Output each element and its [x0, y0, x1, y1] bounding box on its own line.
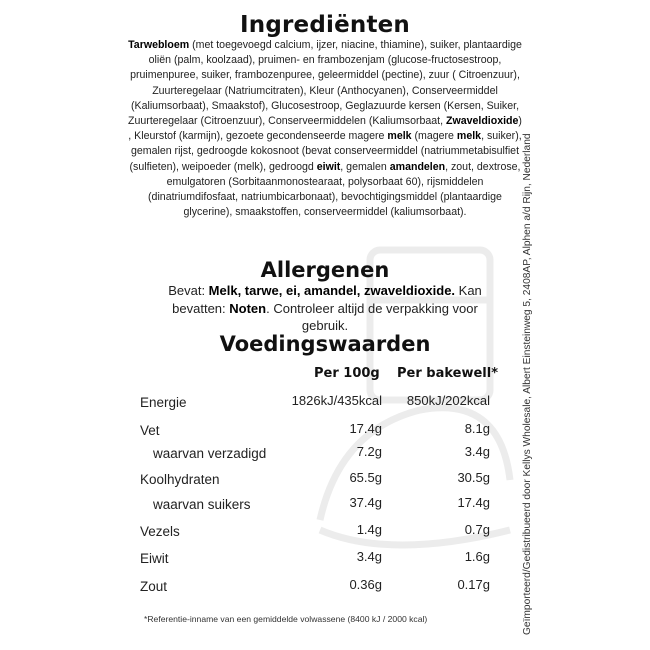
value-per-bakewell: 8.1g: [464, 421, 490, 436]
value-per-100g: 17.4g: [349, 421, 382, 436]
nutrition-heading: Voedingswaarden: [219, 332, 431, 356]
value-per-bakewell: 0.17g: [457, 577, 490, 592]
value-per-100g: 1.4g: [356, 522, 382, 537]
value-per-100g: 0.36g: [349, 577, 382, 592]
value-per-100g: 1826kJ/435kcal: [291, 393, 382, 408]
value-per-bakewell: 850kJ/202kcal: [406, 393, 490, 408]
column-header-per-bakewell: Per bakewell*: [397, 366, 499, 381]
nutrient-label: Zout: [140, 579, 168, 594]
nutrient-label: Koolhydraten: [140, 472, 220, 487]
ingredients-segment: ) , Kleurstof (karmijn), gezoete gecondenseerde magere: [128, 115, 522, 143]
nutrient-label: waarvan suikers: [153, 497, 251, 512]
ingredients-bold-segment: Tarwebloem: [128, 39, 190, 51]
ingredients-segment: , zout, dextrose, emulgatoren (Sorbitaanmonostearaat, polysorbaat 60), rijsmiddelen (dinatriumdifosfaat, natriumbicarbonaat), bevochtigingsmiddel (plantaardige glycerine), smaakstoffen, conserveermiddel (kaliumsorbaat).: [148, 160, 521, 219]
ingredients-bold-segment: eiwit: [316, 160, 341, 173]
ingredients-segment: (magere: [411, 130, 457, 143]
value-per-100g: 7.2g: [356, 444, 382, 459]
ingredients-bold-segment: Zwaveldioxide: [446, 115, 519, 128]
ingredients-bold-segment: amandelen: [389, 160, 446, 173]
ingredients-heading: Ingrediënten: [239, 12, 411, 38]
importer-vertical-text: [522, 68, 534, 646]
allergens-segment: Kan bevatten:: [172, 283, 482, 316]
allergens-segment: . Controleer altijd de verpakking voor gebruik.: [266, 300, 478, 333]
value-per-bakewell: 1.6g: [464, 549, 490, 564]
allergens-heading: Allergenen: [260, 258, 390, 282]
nutrient-label: Energie: [140, 395, 187, 410]
ingredients-bold-segment: melk: [387, 130, 412, 143]
ingredients-bold-segment: melk: [456, 130, 482, 143]
value-per-bakewell: 0.7g: [464, 522, 490, 537]
nutrient-label: Vet: [140, 423, 160, 438]
value-per-100g: 3.4g: [356, 549, 382, 564]
column-header-per-100g: Per 100g: [314, 366, 380, 381]
value-per-bakewell: 17.4g: [457, 495, 490, 510]
importer-text: Geïmporteerd/Gedistribueerd door Kellys Wholesale, Albert Einsteinweg 5, 2408AP, Alphen a/d Rijn, Nederland: [522, 133, 533, 635]
allergens-segment: Bevat:: [168, 283, 209, 298]
ingredients-segment: , suiker), gemalen rijst, gedroogde kokosnoot (bevat conserveermiddel (natriummetabisulfiet (sulfieten), weipoeder (melk), gedroogd: [129, 130, 522, 173]
value-per-bakewell: 3.4g: [464, 444, 490, 459]
value-per-100g: 37.4g: [349, 495, 382, 510]
allergens-bold-segment: Noten: [229, 300, 267, 316]
value-per-100g: 65.5g: [349, 470, 382, 485]
allergens-bold-segment: Melk, tarwe, ei, amandel, zwaveldioxide.: [208, 283, 456, 298]
ingredients-segment: (met toegevoegd calcium, ijzer, niacine, thiamine), suiker, plantaardige oliën (palm, koolzaad), pruimen- en frambozenjam (glucose-fructosestroop, pruimenpuree, suiker, frambozenpuree, geleermiddel (pectine), zuur ( Citroenzuur), Zuurteregelaar (Natriumcitraten), Kleur (Anthocyanen), Conserveermiddel (Kaliumsorbaat), Smaakstof), Glucosestroop, Geglazuurde kersen (Kersen, Suiker, Zuurteregelaar (Citroenzuur), Conserveermiddelen (Kaliumsorbaat,: [128, 39, 522, 128]
nutrient-label: waarvan verzadigd: [153, 446, 267, 461]
nutrient-label: Vezels: [140, 524, 180, 539]
value-per-bakewell: 30.5g: [457, 470, 490, 485]
nutrient-label: Eiwit: [140, 551, 169, 566]
ingredients-segment: , gemalen: [340, 160, 390, 173]
reference-footnote: *Referentie-inname van een gemiddelde volwassene (8400 kJ / 2000 kcal): [144, 614, 428, 624]
